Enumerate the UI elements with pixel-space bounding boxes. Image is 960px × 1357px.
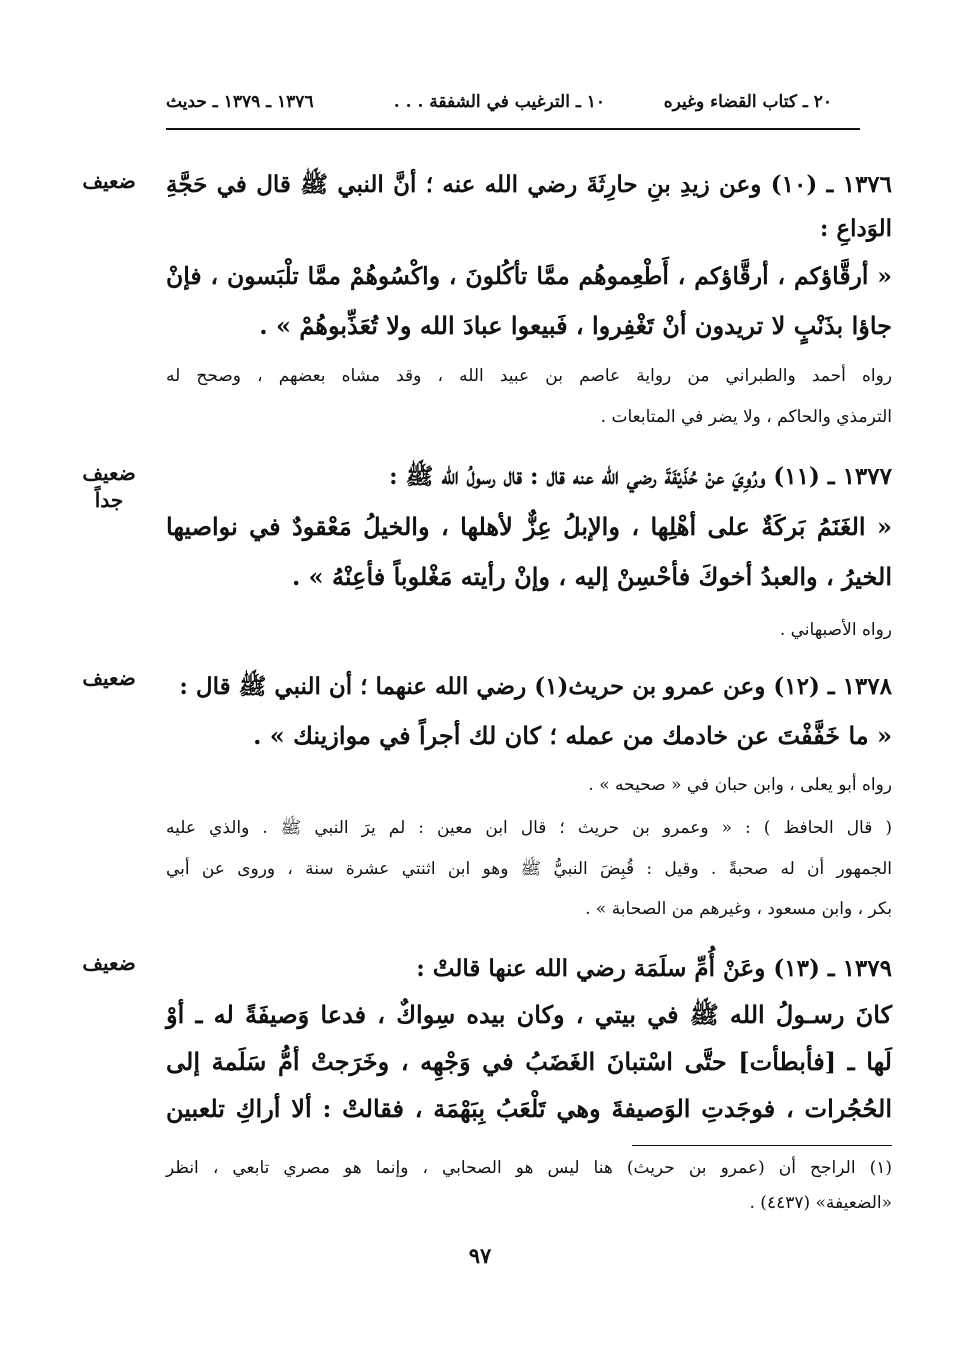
footnote-line-1: (١) الراجح أن (عمرو بن حريث) هنا ليس هو الصحابي ، وإنما هو مصري تابعي ، انظر: [166, 1158, 892, 1178]
grade-line: ضعيف: [82, 169, 136, 193]
grade-line: ضعيف: [82, 666, 136, 690]
grade-line: ضعيف: [82, 951, 136, 975]
hadith-1379-grade: [70, 950, 148, 977]
hadith-1376-text-2: جاؤا بذَنْبٍ لا تريدون أنْ تَغْفِروا ، فَبيعوا عبادَ الله ولا تُعَذِّبوهُمْ » .: [259, 311, 892, 340]
hadith-1376-line-1: ١٣٧٦ ـ (١٠) وعن زيدِ بنِ حارِثَةَ رضي الله عنه ؛ أنَّ النبي ﷺ قال في حَجَّةِ: [166, 171, 893, 198]
hadith-1378-source: رواه أبو يعلى ، وابن حبان في « صحيحه » .: [588, 775, 892, 795]
hadith-1378-note-3: بكر ، وابن مسعود ، وغيرهم من الصحابة » .: [585, 899, 892, 919]
hadith-1379-line-1: ١٣٧٩ ـ (١٣) وعَنْ أُمِّ سلَمَة رضي الله عنها قالتْ :: [416, 955, 892, 982]
running-header-chapter: ٢٠ ـ كتاب القضاء وغيره: [663, 92, 832, 112]
hadith-1378-grade: [70, 665, 148, 692]
hadith-1376-source-1: رواه أحمد والطبراني من رواية عاصم بن عبيد الله ، وقد مشاه بعضهم ، وصحح له: [166, 366, 892, 386]
running-header-range: ١٣٧٦ ـ ١٣٧٩ ـ حديث: [166, 92, 314, 112]
hadith-1376-source-2: الترمذي والحاكم ، ولا يضر في المتابعات .: [600, 407, 892, 427]
hadith-1378-note-1: ( قال الحافظ ) : « وعمرو بن حريث ؛ قال ابن معين : لم يرَ النبي ﷺ . والذي عليه: [166, 818, 892, 838]
hadith-1377-text-1: « الغَنَمُ بَركَةٌ على أهْلِها ، والإبلُ عِزٌّ لأهلها ، والخيلُ مَعْقودٌ في نواصيها: [166, 512, 892, 541]
footnote-rule: [632, 1145, 892, 1146]
hadith-1377-line-1: ١٣٧٧ ـ (١١) ورُوِيَ عنْ حُذَيْفَةَ رضي الله عنه قال : قال رسولُ الله ﷺ :: [389, 463, 892, 490]
page-number: ٩٧: [468, 1243, 492, 1268]
header-rule: [166, 128, 860, 130]
hadith-1379-text-1: كانَ رسـولُ الله ﷺ في بيتي ، وكان بيده سِواكٌ ، فدعا وَصيفَةً له ـ أوْ: [166, 1000, 892, 1029]
hadith-1377-text-2: الخيرُ ، والعبدُ أخوكَ فأحْسِنْ إليه ، وإنْ رأيته مَغْلوباً فأعِنْهُ » .: [291, 562, 892, 591]
grade-line: جداً: [94, 488, 124, 512]
running-header-section: ١٠ ـ الترغيب في الشفقة . . .: [393, 92, 605, 112]
hadith-1376-text-1: « أرقَّاؤكم ، أرقَّاؤكم ، أَطْعِموهُم ممَّا تأكُلونَ ، واكْسُوهُمْ ممَّا تلْبَسون ، فإنْ: [166, 262, 892, 290]
footnote-line-2: «الضعيفة» (٤٤٣٧) .: [749, 1193, 892, 1213]
hadith-1379-text-2: لَها ـ [فأبطأت] حتَّى اسْتبانَ الغَضَبُ في وَجْهِه ، وخَرَجتْ أمُّ سَلَمة إلى: [166, 1047, 892, 1076]
hadith-1378-text: « ما خَفَّفْتَ عن خادمك من عمله ؛ كان لك أجراً في موازينك » .: [253, 721, 892, 750]
hadith-1378-note-2: الجمهور أن له صحبةً . وقيل : قُبِضَ النبيُّ ﷺ وهو ابن اثنتي عشرة سنة ، وروى عن أبي: [166, 859, 892, 879]
hadith-1376-line-2: الوَداعِ :: [819, 215, 892, 242]
hadith-1378-line-1: ١٣٧٨ ـ (١٢) وعن عمرو بن حريث(١) رضي الله عنهما ؛ أن النبي ﷺ قال :: [179, 673, 892, 700]
grade-line: ضعيف: [82, 461, 136, 485]
hadith-1377-grade: [70, 460, 148, 514]
hadith-1376-grade: [70, 168, 148, 195]
hadith-1377-source: رواه الأصبهاني .: [779, 620, 892, 640]
hadith-1379-text-3: الحُجُرات ، فوجَدتِ الوَصيفةَ وهي تَلْعَبُ بِبَهْمَة ، فقالتْ : ألا أراكِ تلعبين: [166, 1094, 892, 1123]
